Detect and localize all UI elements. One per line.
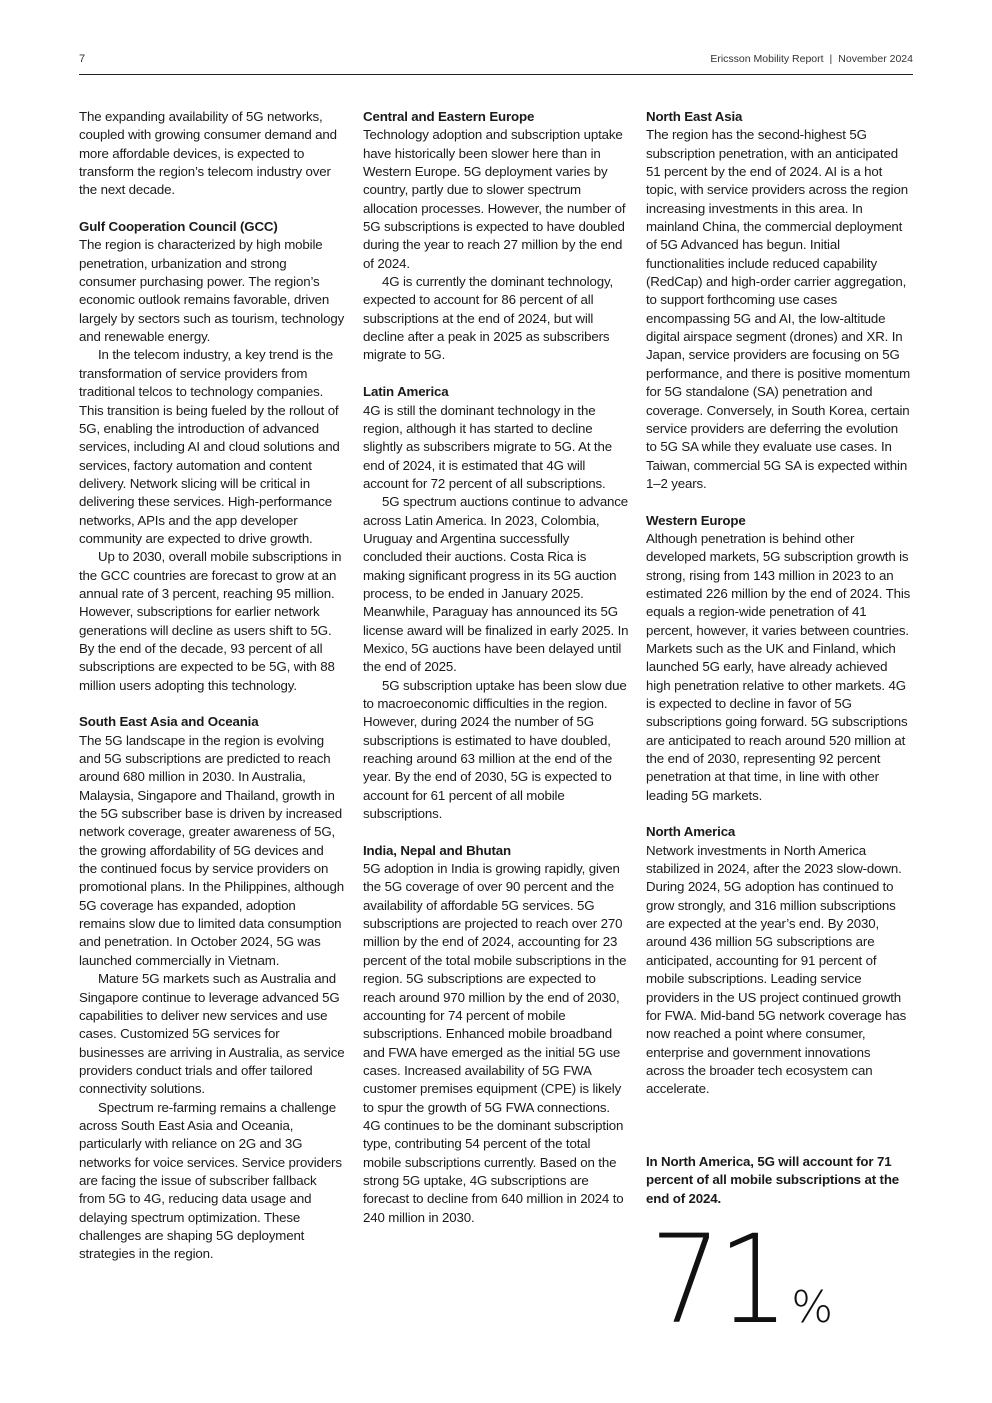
seao-paragraph-1: The 5G landscape in the region is evolving and 5G subscriptions are predicted to reach around 680 million in 2030. In Australia, Malaysia, Singapore and Thailand, growth in the 5G subscriber base is driven by increased network coverage, greater awareness of 5G, the growing affordability of 5G devices and the continued focus by service providers on promotional plans. In the Philippines, although 5G coverage has expanded, adoption remains slow due to limited data consumption and penetration. In October 2024, 5G was launched commercially in Vietnam. [79, 732, 344, 968]
inb-paragraph-1: 5G adoption in India is growing rapidly, given the 5G coverage of over 90 percent and the availability of affordable 5G services. 5G subscriptions are projected to reach over 270 million by the end of 2024, accounting for 23 percent of the total mobile subscriptions in the region. 5G subscriptions are expected to reach around 970 million by the end of 2030, accounting for 74 percent of mobile subscriptions. Enhanced mobile broadband and FWA have emerged as the initial 5G use cases. Increased availability of 5G FWA customer premises equipment (CPE) is likely to spur the growth of 5G FWA connections. 4G continues to be the dominant subscription type, contributing 54 percent of the total mobile subscriptions currently. Based on the strong 5G uptake, 4G subscriptions are forecast to decline from 640 million in 2024 to 240 million in 2030. [363, 861, 627, 1225]
seao-paragraph-3: Spectrum re-farming remains a challenge across South East Asia and Oceania, particularly with reliance on 2G and 3G networks for voice services. Service providers are facing the issue of subscriber fallback from 5G to 4G, reducing data usage and delaying spectrum optimization. These challenges are shaping 5G deployment strategies in the region. [79, 1099, 342, 1262]
header-rule [79, 74, 913, 75]
inb-section [363, 842, 629, 1227]
cee-heading: Central and Eastern Europe [363, 109, 535, 124]
gcc-paragraph-1: The region is characterized by high mobile penetration, urbanization and strong consumer purchasing power. The region’s economic outlook remains favorable, driven largely by sectors such as tourism, technology and renewable energy. [79, 237, 345, 345]
gcc-heading: Gulf Cooperation Council (GCC) [79, 219, 278, 235]
gcc-paragraph-3: Up to 2030, overall mobile subscriptions in the GCC countries are forecast to grow at an annual rate of 3 percent, reaching 95 million. However, subscriptions for earlier network generations will decline as users shift to 5G. By the end of the decade, 93 percent of all subscriptions are expected to be 5G, with 88 million users adopting this technology. [79, 549, 342, 693]
cee-section [363, 108, 629, 365]
header-separator: | [829, 53, 833, 65]
seao-section [79, 713, 345, 1263]
latam-paragraph-1: 4G is still the dominant technology in the region, although it has started to decline slightly as subscribers migrate to 5G. At the end of 2024, it is estimated that 4G will account for 72 percent of all subscriptions. [363, 402, 612, 491]
callout-text: In North America, 5G will account for 71 percent of all mobile subscriptions at the end of 2024. [646, 1154, 900, 1206]
we-section [646, 512, 912, 806]
column-2 [363, 108, 629, 1245]
na-section [646, 823, 912, 1098]
intro-paragraph: The expanding availability of 5G networks, coupled with growing consumer demand and more affordable devices, is expected to transform the region’s telecom industry over the next decade. [79, 109, 337, 198]
column-3 [646, 108, 912, 1117]
nea-heading: North East Asia [646, 109, 743, 124]
nea-paragraph-1: The region has the second-highest 5G subscription penetration, with an anticipated 51 percent by the end of 2024. AI is a hot topic, with service providers across the region increasing investments in this area. In mainland China, the commercial deployment of 5G Advanced has begun. Initial functionalities include reduced capability (RedCap) and high-order carrier aggregation, to support forthcoming use cases encompassing 5G and AI, the low-altitude digital airspace segment (drones) and XR. In Japan, service providers are focusing on 5G performance, and there is positive momentum for 5G standalone (SA) penetration and coverage. Conversely, in South Korea, certain service providers are deferring the evolution to 5G SA while they evaluate use cases. In Taiwan, commercial 5G SA is expected within 1–2 years. [646, 127, 911, 491]
cee-paragraph-1: Technology adoption and subscription uptake have historically been slower here than in Western Europe. 5G deployment varies by country, partly due to slower spectrum allocation processes. However, the number of 5G subscriptions is expected to have doubled during the year to reach 27 million by the end of 2024. [363, 127, 626, 271]
big-stat-number: 71 [650, 1209, 786, 1351]
seao-paragraph-2: Mature 5G markets such as Australia and Singapore continue to leverage advanced 5G capabilities to deliver new services and use cases. Customized 5G services for businesses are arriving in Australia, as service providers conduct trials and offer tailored connectivity solutions. [79, 971, 345, 1097]
inb-heading: India, Nepal and Bhutan [363, 842, 511, 858]
we-heading: Western Europe [646, 512, 746, 528]
gcc-section [79, 218, 345, 695]
gcc-paragraph-2: In the telecom industry, a key trend is the transformation of service providers from traditional telcos to technology companies. This transition is being fueled by the rollout of 5G, enabling the introduction of advanced services, including AI and cloud solutions and services, factory automation and content delivery. Network slicing will be critical in delivering these services. High-performance networks, APIs and the app developer community are expected to drive growth. [79, 347, 340, 546]
page-number: 7 [79, 53, 86, 65]
nea-section [646, 108, 912, 493]
running-header [710, 53, 913, 65]
na-paragraph-1: Network investments in North America stabilized in 2024, after the 2023 slow-down. During 2024, 5G adoption has continued to grow strongly, and 316 million subscriptions are expected at the year’s end. By 2030, around 436 million 5G subscriptions are anticipated, accounting for 91 percent of mobile subscriptions. Leading service providers in the US project continued growth for FWA. Mid-band 5G network coverage has now reached a point where consumer, enterprise and government innovations across the broader tech ecosystem can accelerate. [646, 842, 907, 1097]
big-stat [650, 1210, 833, 1350]
big-stat-unit: % [791, 1282, 834, 1333]
latam-paragraph-2: 5G spectrum auctions continue to advance across Latin America. In 2023, Colombia, Uruguay and Argentina successfully concluded their auctions. Costa Rica is making significant progress in its 5G auction process, to be ended in January 2025. Meanwhile, Paraguay has announced its 5G license award will be finalized in early 2025. In Mexico, 5G auctions have been delayed until the end of 2025. [363, 494, 629, 675]
seao-heading: South East Asia and Oceania [79, 714, 259, 730]
na-heading: North America [646, 824, 736, 840]
column-1 [79, 108, 345, 1282]
intro-section [79, 108, 345, 200]
we-paragraph-1: Although penetration is behind other developed markets, 5G subscription growth is strong, rising from 143 million in 2023 to an estimated 226 million by the end of 2024. This equals a region-wide penetration of 41 percent, however, it varies between countries. Markets such as the UK and Finland, which launched 5G early, have already achieved high penetration relative to other markets. 4G is expected to decline in favor of 5G subscriptions going forward. 5G subscriptions are anticipated to reach around 520 million at the end of 2030, representing 92 percent penetration at that time, in line with other leading 5G markets. [646, 530, 911, 803]
publication-title: Ericsson Mobility Report [710, 53, 824, 65]
cee-paragraph-2: 4G is currently the dominant technology, expected to account for 86 percent of all subscriptions at the end of 2024, but will decline after a peak in 2025 as subscribers migrate to 5G. [363, 274, 614, 363]
latam-section [363, 383, 629, 823]
latam-heading: Latin America [363, 384, 449, 400]
latam-paragraph-3: 5G subscription uptake has been slow due to macroeconomic difficulties in the region. However, during 2024 the number of 5G subscriptions is estimated to have doubled, reaching around 63 million at the end of the year. By the end of 2030, 5G is expected to account for 61 percent of all mobile subscriptions. [363, 677, 627, 822]
publication-date: November 2024 [838, 53, 913, 65]
